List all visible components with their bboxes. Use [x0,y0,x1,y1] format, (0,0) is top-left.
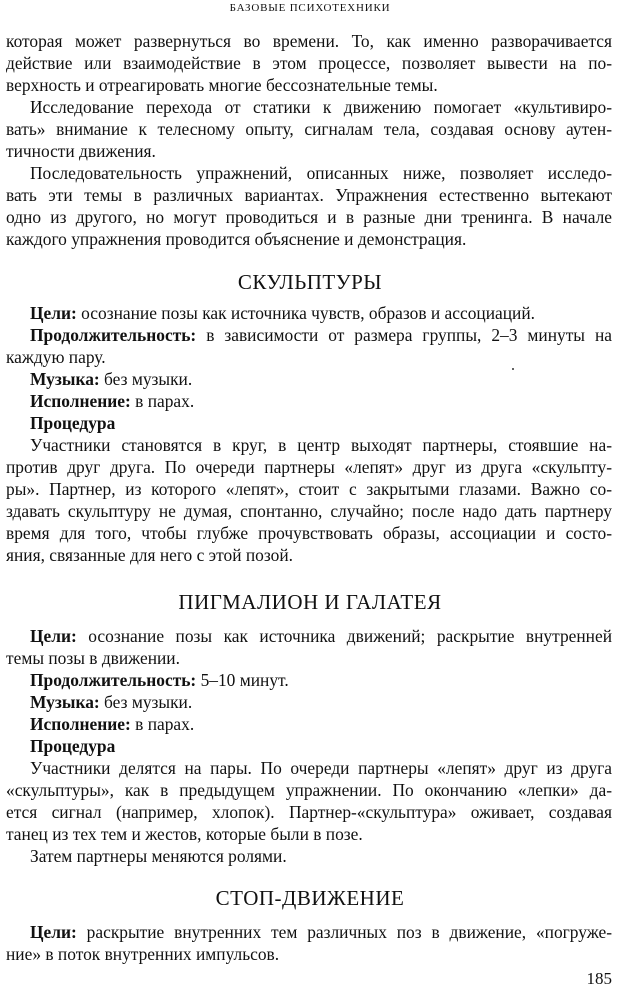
procedure-line: время для того, чтобы глубже прочувствовать образы, ассоциации и состо- [6,523,612,543]
intro-line: которая может развернуться во времени. То, как именно разворачивается [6,31,612,51]
goal-text: раскрытие внутренних тем различных поз в движение, «погруже- [76,922,612,942]
goal-label: Цели: [30,922,77,942]
music-text: без музыки. [99,692,193,712]
procedure-line: «скульптуры», как в предыдущем упражнении. По окончанию «лепки» да- [6,780,612,800]
music-line [30,691,612,713]
goal-label: Цели: [30,303,77,323]
goal-line-2: ние» в поток внутренних импульсов. [6,944,280,964]
goal-line [30,921,612,943]
page-number: 185 [586,969,612,988]
goal-text: осознание позы как источника движений; раскрытие внутренней [76,626,612,646]
running-header: БАЗОВЫЕ ПСИХОТЕХНИКИ [229,2,391,14]
procedure-heading [30,412,612,434]
procedure-line: танец из тех тем и жестов, которые были в позе. [6,824,363,844]
goal-text: осознание позы как источника чувств, образов и ассоциаций. [76,303,536,323]
duration-label: Продолжительность: [30,325,197,345]
intro-line: вать» внимание к телесному опыту, сигналам тела, создавая основу аутен- [6,119,612,139]
intro-line: вать эти темы в различных вариантах. Упражнения естественно вытекают [6,185,612,205]
execution-label: Исполнение: [30,391,131,411]
procedure-line: ется сигнал (например, хлопок). Партнер-«скульптура» оживает, создавая [6,802,612,822]
intro-line: действие или взаимодействие в этом процессе, позволяет вывести на по- [6,53,612,73]
duration-text: 5–10 минут. [196,670,289,690]
duration-line-2: каждую пару. [6,347,106,367]
duration-text: в зависимости от размера группы, 2–3 минуты на [196,325,612,345]
intro-line: Последовательность упражнений, описанных ниже, позволяет исследо- [30,163,612,183]
execution-label: Исполнение: [30,714,131,734]
execution-text: в парах. [130,714,195,734]
intro-line: каждого упражнения проводится объяснение и демонстрация. [6,229,467,249]
procedure-line: против друг друга. По очереди партнеры «лепят» друг из друга «скульпту- [6,457,612,477]
execution-line [30,713,612,735]
duration-line [30,669,612,691]
procedure-heading [30,735,612,757]
procedure-line: Участники делятся на пары. По очереди партнеры «лепят» друг из друга [30,758,612,778]
goal-line [30,302,612,324]
duration-label: Продолжительность: [30,670,197,690]
procedure-line: Затем партнеры меняются ролями. [30,846,287,866]
section-title: СТОП-ДВИЖЕНИЕ [215,886,405,910]
duration-line [30,324,612,346]
goal-label: Цели: [30,626,77,646]
procedure-label: Процедура [30,736,116,756]
procedure-line: ры». Партнер, из которого «лепят», стоит с закрытыми глазами. Важно со- [6,479,612,499]
procedure-line: яния, связанные для него с этой позой. [6,545,293,565]
section-title: ПИГМАЛИОН И ГАЛАТЕЯ [178,590,442,614]
procedure-line: здавать скульптуру не думая, спонтанно, случайно; после надо дать партнеру [6,501,612,521]
intro-line: Исследование перехода от статики к движению помогает «культивиро- [30,97,612,117]
procedure-label: Процедура [30,413,116,433]
goal-line-2: темы позы в движении. [6,648,180,668]
music-line [30,368,612,390]
execution-text: в парах. [130,391,195,411]
intro-line: одно из другого, но могут проводиться и в разные дни тренинга. В начале [6,207,612,227]
music-label: Музыка: [30,692,100,712]
goal-line [30,625,612,647]
music-text: без музыки. [99,369,193,389]
intro-line: верхность и отреагировать многие бессознательные темы. [6,75,438,95]
intro-line: тичности движения. [6,141,156,161]
section-title: СКУЛЬПТУРЫ [237,270,383,294]
execution-line [30,390,612,412]
music-label: Музыка: [30,369,100,389]
procedure-line: Участники становятся в круг, в центр выходят партнеры, стоявшие на- [30,435,612,455]
